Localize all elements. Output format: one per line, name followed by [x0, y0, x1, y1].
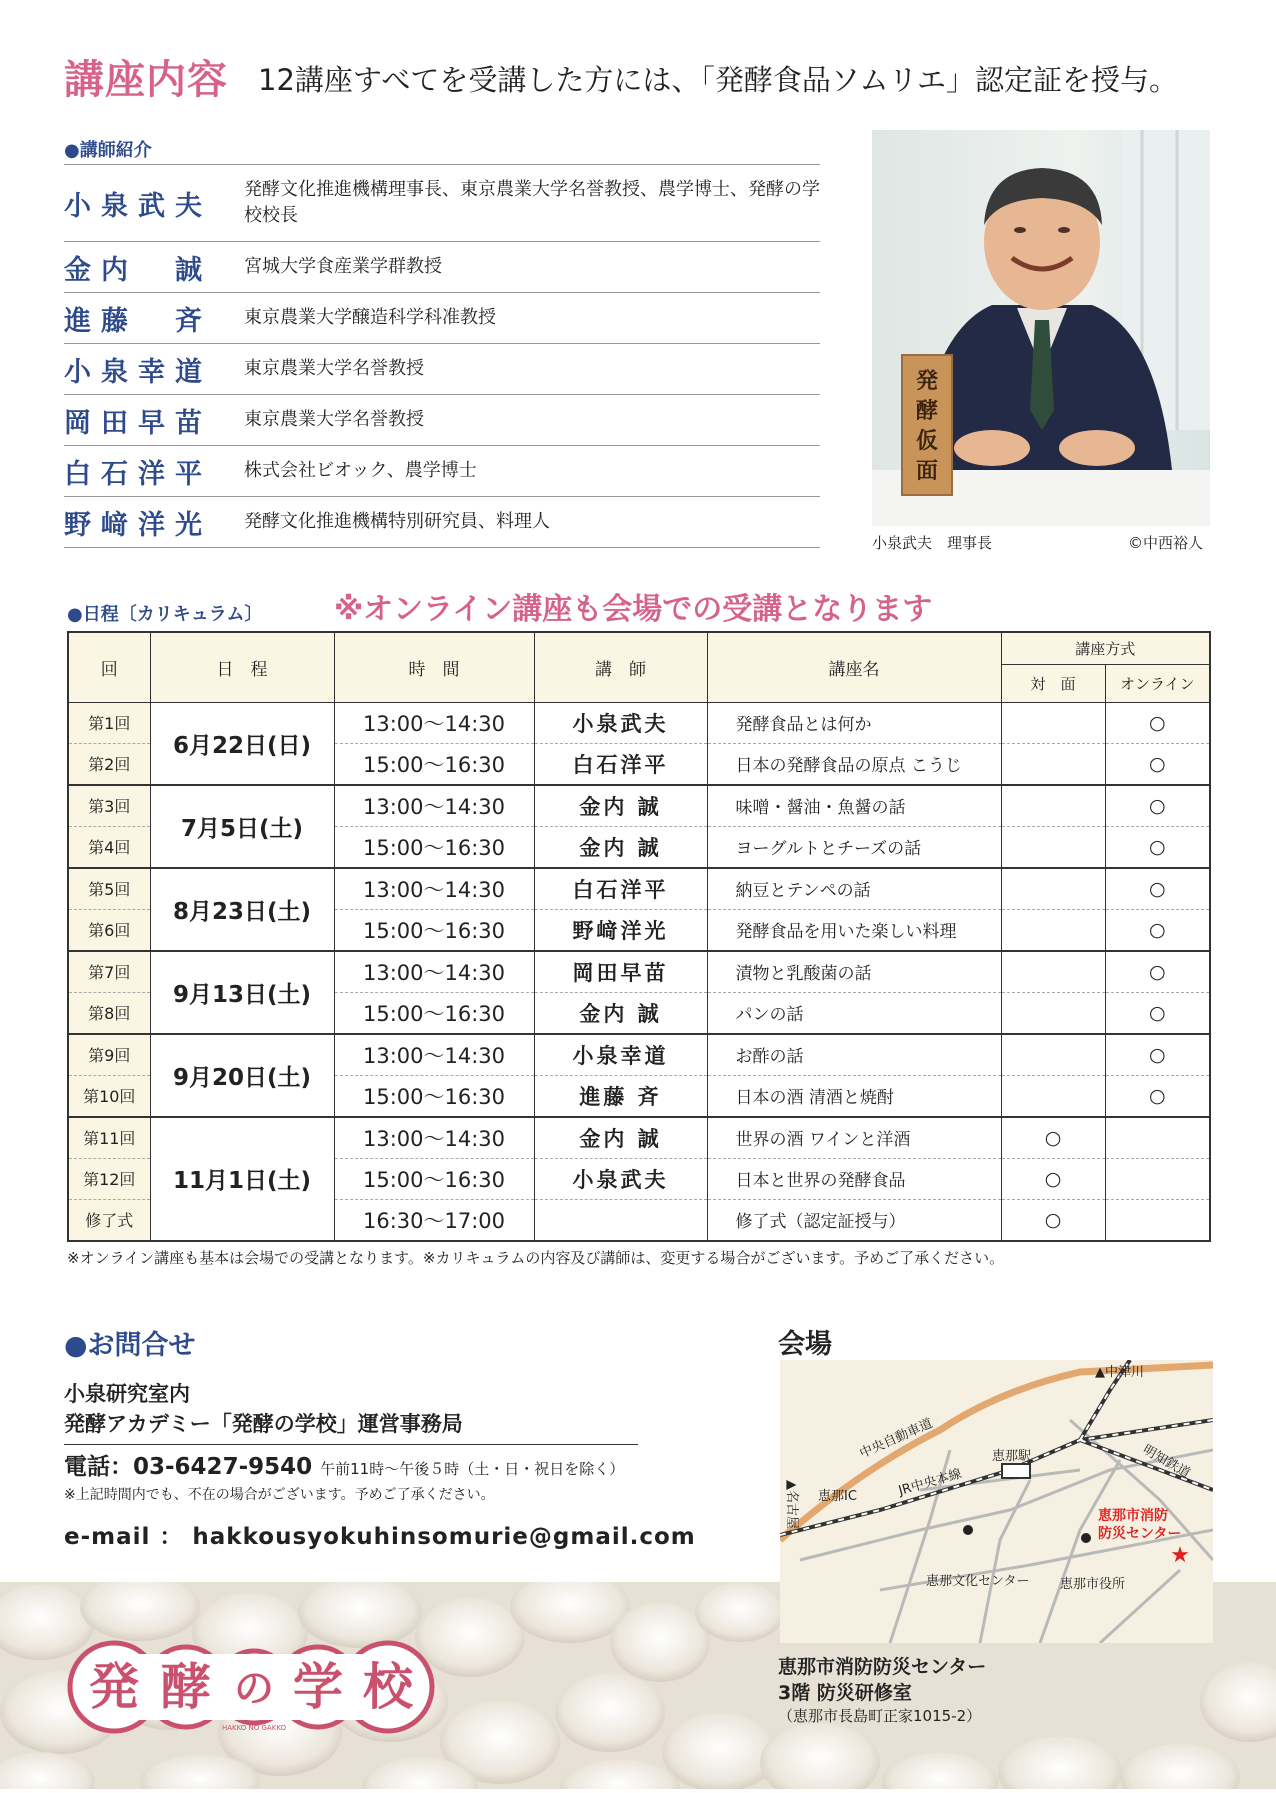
round-cell: 第5回 [68, 868, 150, 910]
time-cell: 15:00〜16:30 [334, 1158, 534, 1199]
title-cell: ヨーグルトとチーズの話 [707, 826, 1001, 868]
table-row [68, 868, 1210, 910]
round-cell: 修了式 [68, 1199, 150, 1241]
teacher-cell: 白石洋平 [534, 743, 707, 785]
contact-email[interactable]: e-mail ： hakkousyokuhinsomurie@gmail.com [64, 1524, 696, 1550]
round-cell: 第7回 [68, 951, 150, 993]
schedule-label: ●日程〔カリキュラム〕 [67, 604, 263, 625]
sign-char-1: 発 [915, 368, 939, 394]
teacher-cell: 進藤 斉 [534, 1075, 707, 1117]
time-cell: 15:00〜16:30 [334, 743, 534, 785]
map-graphic [780, 1360, 1213, 1643]
date-cell: 9月13日(土) [150, 951, 334, 1034]
lecturer-name: 小泉幸道 [64, 356, 212, 388]
logo-romaji: HAKKO NO GAKKO [221, 1724, 287, 1732]
title-cell: 漬物と乳酸菌の話 [707, 951, 1001, 993]
lecturer-row [64, 165, 820, 242]
map-label-akechi: 明知鉄道 [1140, 1442, 1193, 1482]
lecturer-name: 進藤 斉 [64, 305, 212, 337]
photo-credit: ©中西裕人 [1128, 534, 1204, 552]
venue-map [780, 1360, 1213, 1643]
venue-label: 会場 [778, 1329, 832, 1360]
lecturer-row [64, 344, 820, 395]
logo-char-5: 校 [363, 1657, 413, 1716]
inperson-cell: ○ [1001, 1199, 1105, 1241]
title-cell: 味噌・醤油・魚醤の話 [707, 785, 1001, 827]
lecturer-desc: 東京農業大学醸造科学科准教授 [244, 307, 496, 328]
round-cell: 第10回 [68, 1075, 150, 1117]
map-label-target-2: 防災センター [1098, 1526, 1182, 1542]
col-header-inperson: 対 面 [1001, 664, 1105, 702]
map-label-city-hall: 恵那市役所 [1060, 1577, 1126, 1592]
inperson-cell [1001, 951, 1105, 993]
lecturer-list [64, 164, 820, 548]
title-cell: パンの話 [707, 992, 1001, 1034]
lecturer-row [64, 446, 820, 497]
online-cell: ○ [1105, 826, 1210, 868]
target-star-icon: ★ [1170, 1543, 1190, 1568]
lecturer-desc: 東京農業大学名誉教授 [244, 358, 424, 379]
teacher-cell: 野﨑洋光 [534, 909, 707, 951]
online-cell: ○ [1105, 868, 1210, 910]
online-cell: ○ [1105, 702, 1210, 743]
table-row [68, 1034, 1210, 1076]
inperson-cell [1001, 743, 1105, 785]
contact-org-line2: 発酵アカデミー「発酵の学校」運営事務局 [64, 1408, 638, 1445]
round-cell: 第11回 [68, 1117, 150, 1159]
school-logo [62, 1634, 440, 1740]
schedule-table [67, 631, 1211, 1242]
photo-illustration [872, 130, 1210, 526]
date-cell: 7月5日(土) [150, 785, 334, 868]
lecturer-name: 小泉武夫 [64, 190, 212, 222]
lecturer-row [64, 242, 820, 293]
lecturer-desc: 株式会社ビオック、農学博士 [244, 460, 477, 481]
teacher-cell: 岡田早苗 [534, 951, 707, 993]
time-cell: 15:00〜16:30 [334, 992, 534, 1034]
lecturer-desc: 発酵文化推進機構特別研究員、料理人 [244, 511, 550, 532]
venue-room: 3階 防災研修室 [778, 1682, 912, 1704]
col-header-teacher: 講 師 [534, 632, 707, 702]
time-cell: 13:00〜14:30 [334, 1117, 534, 1159]
teacher-cell: 金内 誠 [534, 1117, 707, 1159]
inperson-cell [1001, 909, 1105, 951]
title-cell: 発酵食品とは何か [707, 702, 1001, 743]
online-cell: ○ [1105, 909, 1210, 951]
lecturer-name: 野﨑洋光 [64, 509, 212, 541]
online-cell: ○ [1105, 951, 1210, 993]
col-header-date: 日 程 [150, 632, 334, 702]
teacher-cell: 白石洋平 [534, 868, 707, 910]
page-title: 講座内容 [64, 57, 228, 103]
teacher-cell: 小泉幸道 [534, 1034, 707, 1076]
map-label-target-1: 恵那市消防 [1098, 1508, 1168, 1524]
time-cell: 13:00〜14:30 [334, 785, 534, 827]
round-cell: 第1回 [68, 702, 150, 743]
sign-char-3: 仮 [915, 428, 939, 454]
page-subtitle: 12講座すべてを受講した方には、「発酵食品ソムリエ」認定証を授与。 [258, 63, 1178, 97]
map-label-jr: JR中央本線 [896, 1466, 964, 1499]
date-cell: 11月1日(土) [150, 1117, 334, 1241]
logo-char-4: 学 [293, 1657, 343, 1716]
inperson-cell [1001, 1034, 1105, 1076]
lecturer-name: 金内 誠 [64, 254, 212, 286]
round-cell: 第8回 [68, 992, 150, 1034]
inperson-cell: ○ [1001, 1117, 1105, 1159]
lecturer-row [64, 497, 820, 548]
inperson-cell [1001, 868, 1105, 910]
teacher-cell: 金内 誠 [534, 785, 707, 827]
logo-char-1: 発 [89, 1657, 139, 1716]
map-label-nakatsugawa: ▲中津川 [1095, 1365, 1144, 1380]
lecturer-name: 白石洋平 [64, 458, 212, 490]
lecturer-desc: 東京農業大学名誉教授 [244, 409, 424, 430]
map-label-station: 恵那駅 [992, 1449, 1032, 1464]
time-cell: 15:00〜16:30 [334, 909, 534, 951]
venue-name: 恵那市消防防災センター [778, 1656, 987, 1678]
phone-number[interactable]: 電話：03-6427-9540 [64, 1454, 313, 1480]
table-row [68, 702, 1210, 743]
time-cell: 13:00〜14:30 [334, 951, 534, 993]
logo-graphic [62, 1634, 440, 1740]
lecturer-desc: 宮城大学食産業学群教授 [244, 256, 442, 277]
col-header-title: 講座名 [707, 632, 1001, 702]
table-row [68, 785, 1210, 827]
inperson-cell [1001, 1075, 1105, 1117]
contact-note: ※上記時間内でも、不在の場合がございます。予めご了承ください。 [64, 1487, 495, 1503]
inperson-cell [1001, 785, 1105, 827]
lecturer-desc: 発酵文化推進機構理事長、東京農業大学名誉教授、農学博士、発酵の学校校長 [244, 179, 820, 226]
round-cell: 第4回 [68, 826, 150, 868]
teacher-cell: 小泉武夫 [534, 1158, 707, 1199]
title-cell: 修了式（認定証授与） [707, 1199, 1001, 1241]
title-cell: 日本の酒 清酒と焼酎 [707, 1075, 1001, 1117]
sign-char-4: 面 [915, 458, 939, 484]
online-cell: ○ [1105, 992, 1210, 1034]
chairman-photo [872, 130, 1210, 526]
title-cell: 納豆とテンペの話 [707, 868, 1001, 910]
lecturers-label: ●講師紹介 [64, 140, 152, 161]
online-cell: ○ [1105, 1075, 1210, 1117]
online-cell [1105, 1117, 1210, 1159]
inperson-cell [1001, 702, 1105, 743]
logo-char-2: 酵 [161, 1657, 211, 1716]
teacher-cell: 小泉武夫 [534, 702, 707, 743]
table-row [68, 1117, 1210, 1159]
contact-hours: 午前11時〜午後５時（土・日・祝日を除く） [320, 1460, 625, 1478]
teacher-cell: 金内 誠 [534, 826, 707, 868]
date-cell: 6月22日(日) [150, 702, 334, 785]
table-row [68, 951, 1210, 993]
online-cell [1105, 1158, 1210, 1199]
round-cell: 第2回 [68, 743, 150, 785]
round-cell: 第12回 [68, 1158, 150, 1199]
time-cell: 13:00〜14:30 [334, 702, 534, 743]
photo-caption: 小泉武夫 理事長 [872, 534, 993, 552]
map-label-expressway: 中央自動車道 [857, 1416, 935, 1462]
inperson-cell [1001, 992, 1105, 1034]
lecturer-name: 岡田早苗 [64, 407, 212, 439]
title-cell: 発酵食品を用いた楽しい料理 [707, 909, 1001, 951]
title-cell: 世界の酒 ワインと洋酒 [707, 1117, 1001, 1159]
logo-char-3: の [234, 1665, 274, 1712]
date-cell: 8月23日(土) [150, 868, 334, 951]
schedule-notice: ※オンライン講座も会場での受講となります [334, 592, 933, 627]
inperson-cell [1001, 826, 1105, 868]
time-cell: 15:00〜16:30 [334, 1075, 534, 1117]
title-cell: 日本の発酵食品の原点 こうじ [707, 743, 1001, 785]
online-cell: ○ [1105, 785, 1210, 827]
contact-label: ●お問合せ [64, 1330, 196, 1361]
round-cell: 第3回 [68, 785, 150, 827]
col-header-method: 講座方式 [1001, 632, 1210, 664]
online-cell: ○ [1105, 1034, 1210, 1076]
schedule-footnote: ※オンライン講座も基本は会場での受講となります。※カリキュラムの内容及び講師は、変更する場合がございます。予めご了承ください。 [67, 1249, 1005, 1267]
round-cell: 第6回 [68, 909, 150, 951]
col-header-time: 時 間 [334, 632, 534, 702]
title-cell: 日本と世界の発酵食品 [707, 1158, 1001, 1199]
col-header-online: オンライン [1105, 664, 1210, 702]
time-cell: 15:00〜16:30 [334, 826, 534, 868]
lecturer-row [64, 395, 820, 446]
time-cell: 13:00〜14:30 [334, 868, 534, 910]
map-label-nagoya: ▲名古屋 [784, 1480, 799, 1529]
lecturer-row [64, 293, 820, 344]
venue-address: （恵那市長島町正家1015-2） [778, 1707, 982, 1725]
sign-char-2: 酵 [915, 398, 939, 424]
contact-phone [64, 1448, 624, 1481]
inperson-cell: ○ [1001, 1158, 1105, 1199]
col-header-round: 回 [68, 632, 150, 702]
map-label-ena-ic: 恵那IC [818, 1489, 857, 1504]
time-cell: 13:00〜14:30 [334, 1034, 534, 1076]
teacher-cell [534, 1199, 707, 1241]
round-cell: 第9回 [68, 1034, 150, 1076]
title-cell: お酢の話 [707, 1034, 1001, 1076]
teacher-cell: 金内 誠 [534, 992, 707, 1034]
online-cell: ○ [1105, 743, 1210, 785]
map-label-culture-center: 恵那文化センター [926, 1574, 1030, 1589]
contact-org-line1: 小泉研究室内 [64, 1382, 190, 1406]
time-cell: 16:30〜17:00 [334, 1199, 534, 1241]
date-cell: 9月20日(土) [150, 1034, 334, 1117]
online-cell [1105, 1199, 1210, 1241]
